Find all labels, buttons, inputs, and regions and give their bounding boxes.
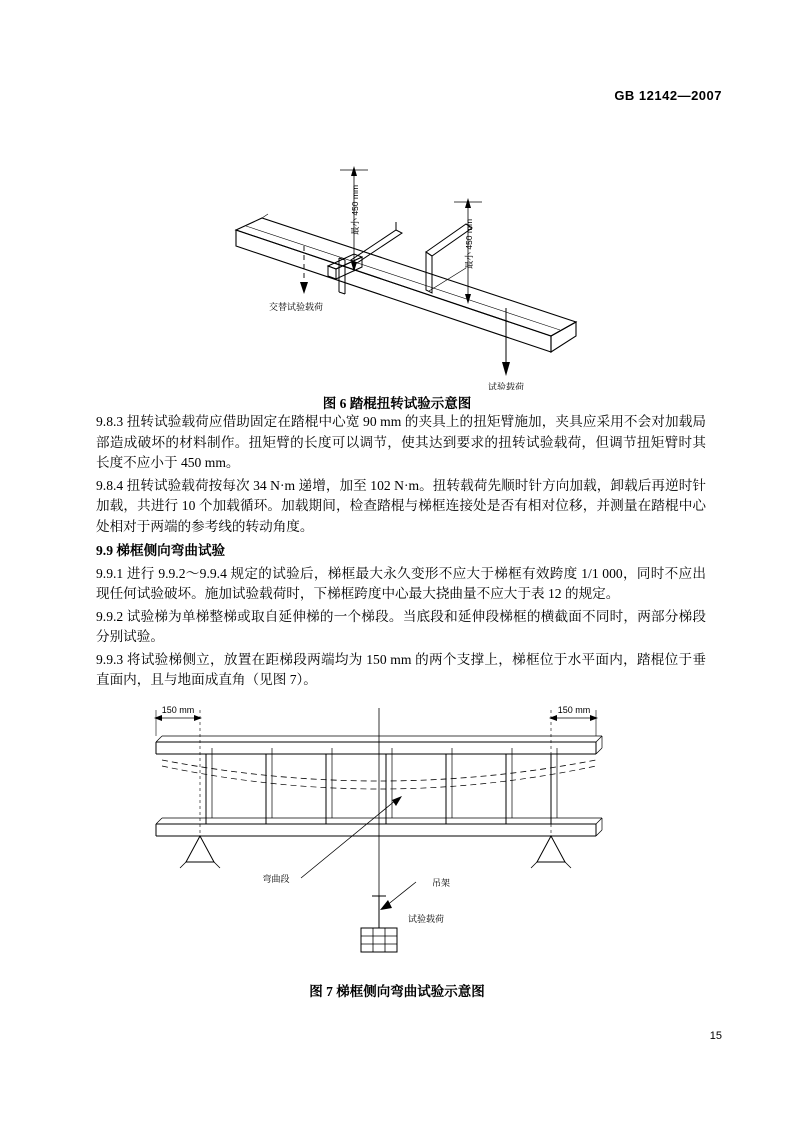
figure-6-caption: 图 6 踏棍扭转试验示意图 [322,396,472,411]
fig6-dim-right-label: 最小 450 mm [464,218,474,270]
fig7-dim-left-label: 150 mm [161,705,195,715]
document-body [96,412,706,693]
figure-7-svg [96,700,706,970]
figure-7-caption: 图 7 梯框侧向弯曲试验示意图 [309,984,485,999]
standard-code-header: GB 12142—2007 [614,88,722,103]
fig7-test-load-label: 试验载荷 [408,914,445,924]
figure-7-diagram [96,700,706,970]
paragraph-9-8-3: 9.8.3 扭转试验载荷应借助固定在踏棍中心宽 90 mm 的夹具上的扭矩臂施加，夹具应采用不会对加载局部造成破坏的材料制作。扭矩臂的长度可以调节，使其达到要求的扭转试验载荷，但调节扭矩臂时其长度不应小于 450 mm。 [96,414,706,470]
fig6-test-load-label: 试验载荷 [487,382,525,390]
figure-6-svg [96,140,706,390]
fig7-bend-section-label: 弯曲段 [262,874,290,884]
fig7-hanger-label: 吊架 [432,878,451,888]
paragraph-9-9-1: 9.9.1 进行 9.9.2～9.9.4 规定的试验后，梯框最大永久变形不应大于梯框有效跨度 1/1 000，同时不应出现任何试验破坏。施加试验载荷时，下梯框跨度中心最大挠曲量不应大于表 12 的规定。 [96,565,706,601]
paragraph-9-8-4: 9.8.4 扭转试验载荷按每次 34 N·m 递增，加至 102 N·m。扭转载荷先顺时针方向加载，卸载后再逆时针加载，共进行 10 个加载循环。加载期间，检查踏棍与梯框连接处是否有相对位移，并测量在踏棍中心处相对于两端的参考线的转动角度。 [96,477,706,534]
fig7-dim-right-label: 150 mm [557,705,591,715]
fig6-alt-load-label: 交替试验载荷 [268,302,324,312]
paragraph-9-9-2: 9.9.2 试验梯为单梯整梯或取自延伸梯的一个梯段。当底段和延伸段梯框的横截面不同时，两部分梯段分别试验。 [96,608,706,644]
figure-6-diagram [96,140,706,390]
paragraph-9-9-3: 9.9.3 将试验梯侧立，放置在距梯段两端均为 150 mm 的两个支撑上，梯框位于水平面内，踏棍位于垂直面内，且与地面成直角（见图 7）。 [96,651,706,687]
page-number: 15 [709,1030,722,1042]
section-title-9-9: 9.9 梯框侧向弯曲试验 [96,543,226,558]
fig6-dim-left-label: 最小 450 mm [350,184,360,236]
